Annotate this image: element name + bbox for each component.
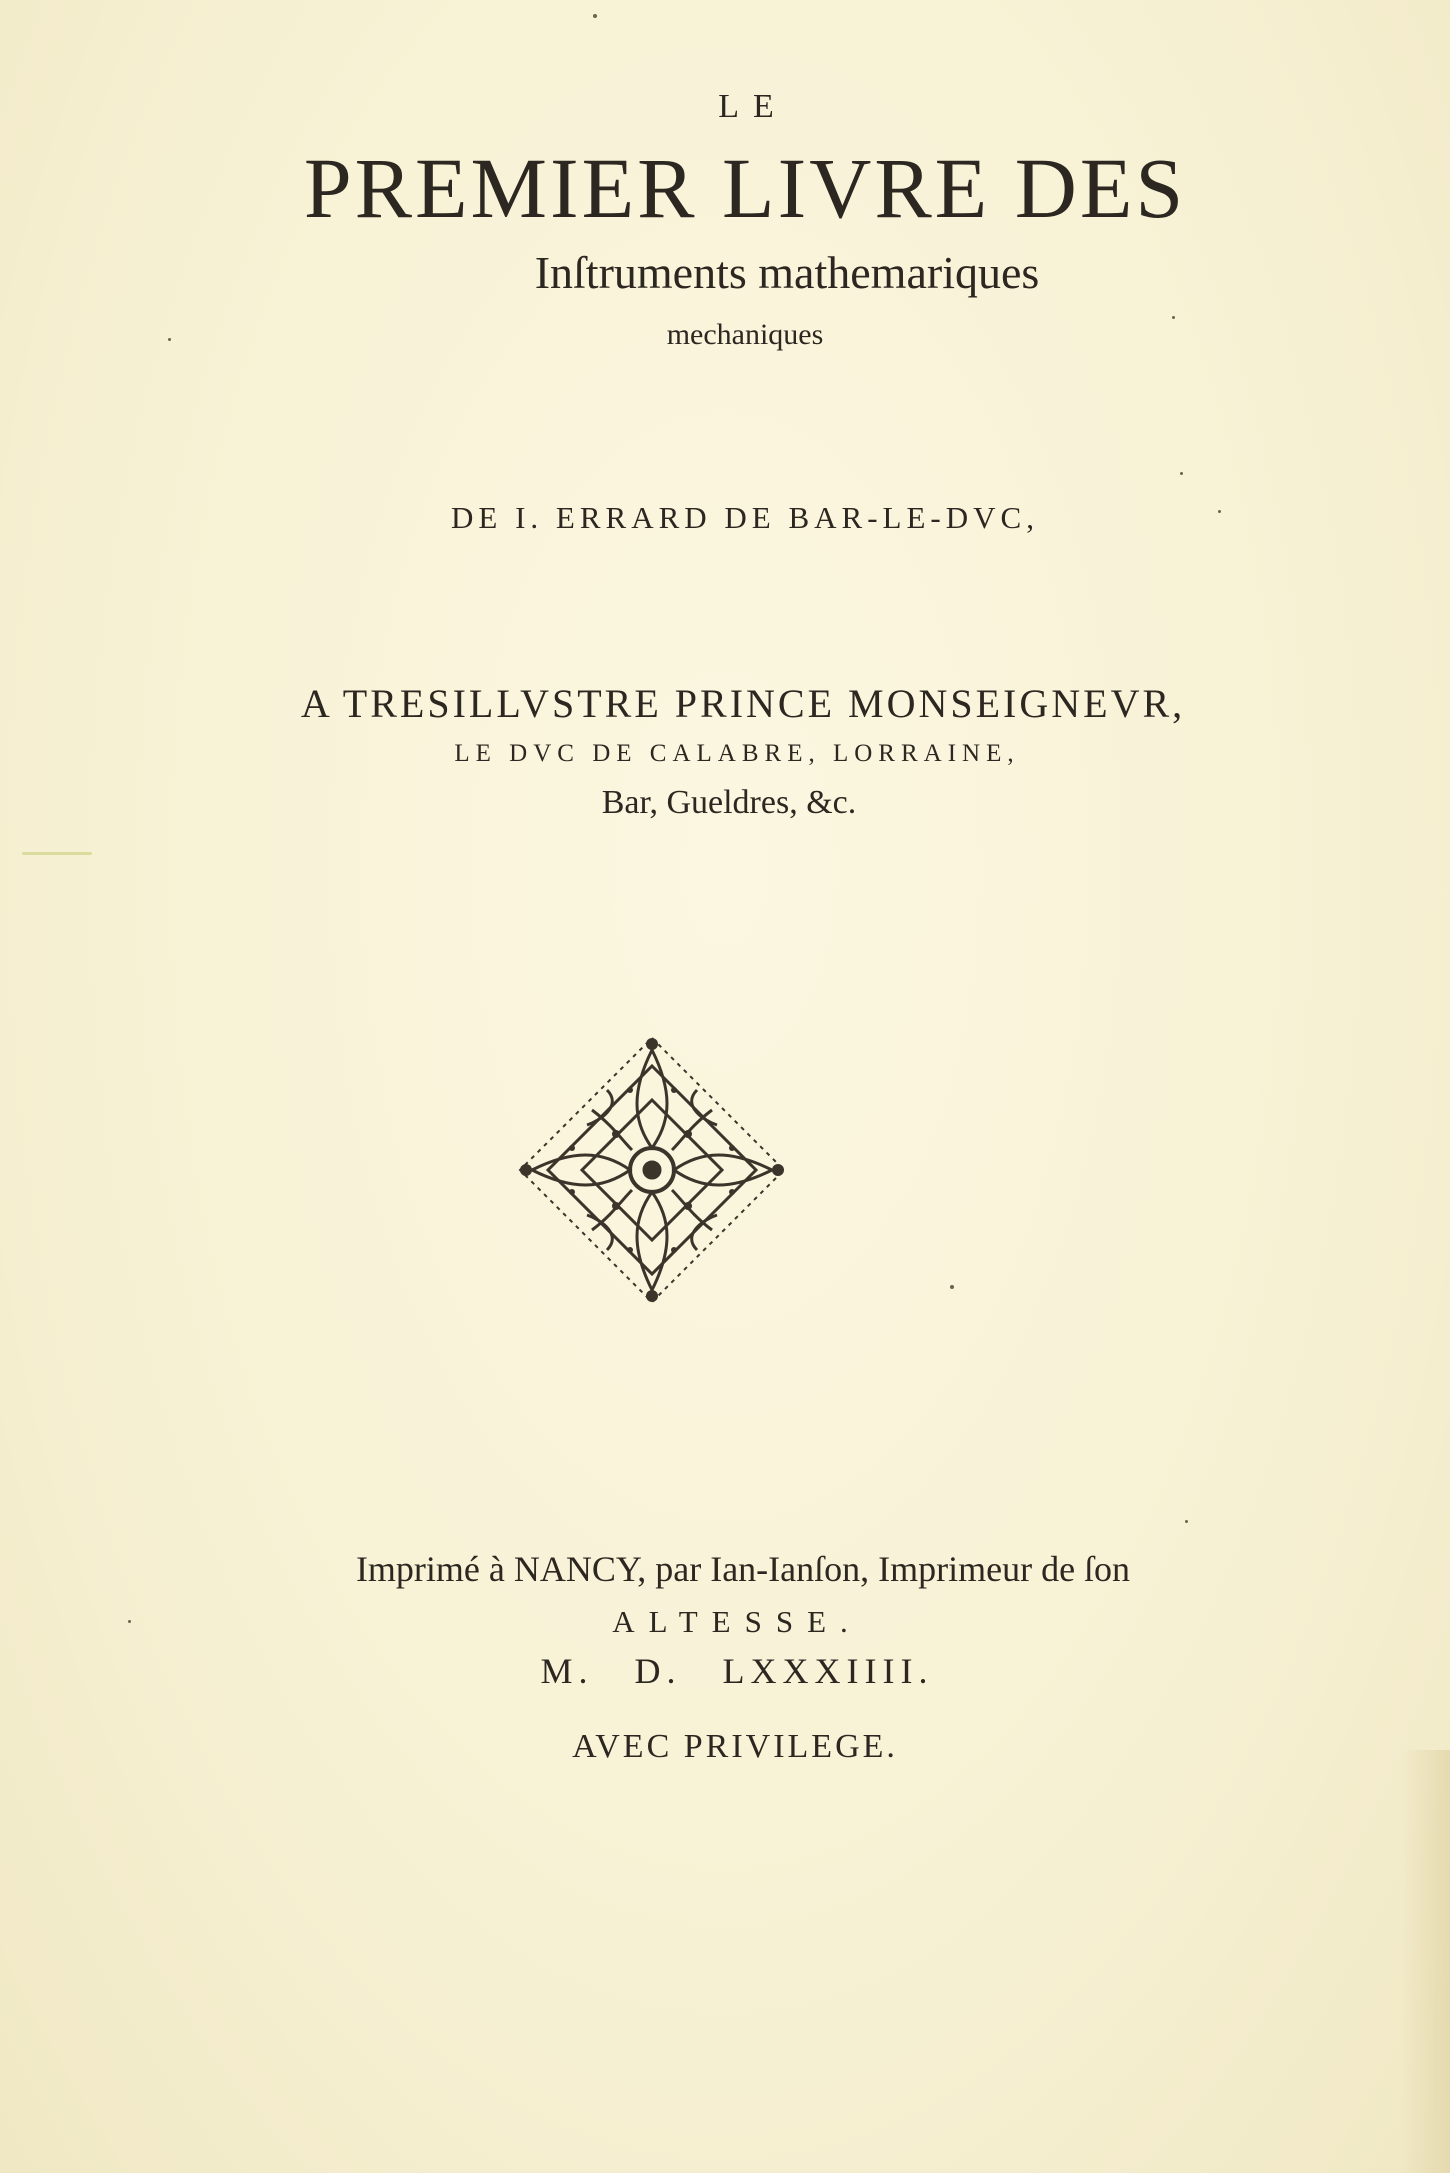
dedication-line-2: LE DVC DE CALABRE, LORRAINE,	[454, 740, 1020, 767]
privilege-line: AVEC PRIVILEGE.	[572, 1728, 898, 1765]
paper-speck	[1218, 510, 1221, 513]
paper-speck	[1185, 1520, 1188, 1523]
paper-speck	[168, 338, 171, 341]
paper-speck	[128, 1620, 131, 1623]
author-line: DE I. ERRARD DE BAR-LE-DVC,	[451, 500, 1039, 535]
dedication-line-3: Bar, Gueldres, &c.	[601, 784, 857, 821]
printer-ornament-icon	[512, 1030, 792, 1310]
title-article: LE	[718, 88, 788, 125]
subtitle: Inſtruments mathemariques	[534, 247, 1040, 298]
paper-speck	[1180, 472, 1183, 475]
main-title: PREMIER LIVRE DES	[303, 140, 1187, 236]
imprint-line-2: ALTESSE.	[612, 1604, 862, 1639]
imprint-line-1: Imprimé à NANCY, par Ian-Ianſon, Imprimeur de ſon	[355, 1549, 1131, 1589]
paper-speck	[22, 852, 92, 855]
imprint-year: M. D. LXXXIIII.	[540, 1651, 934, 1691]
paper-speck	[593, 14, 597, 18]
subtitle-secondary: mechaniques	[666, 318, 824, 351]
paper-speck	[1172, 316, 1175, 319]
page-edge-shadow	[1400, 1750, 1450, 2173]
dedication-line-1: A TRESILLVSTRE PRINCE MONSEIGNEVR,	[300, 681, 1186, 726]
paper-speck	[950, 1285, 954, 1289]
